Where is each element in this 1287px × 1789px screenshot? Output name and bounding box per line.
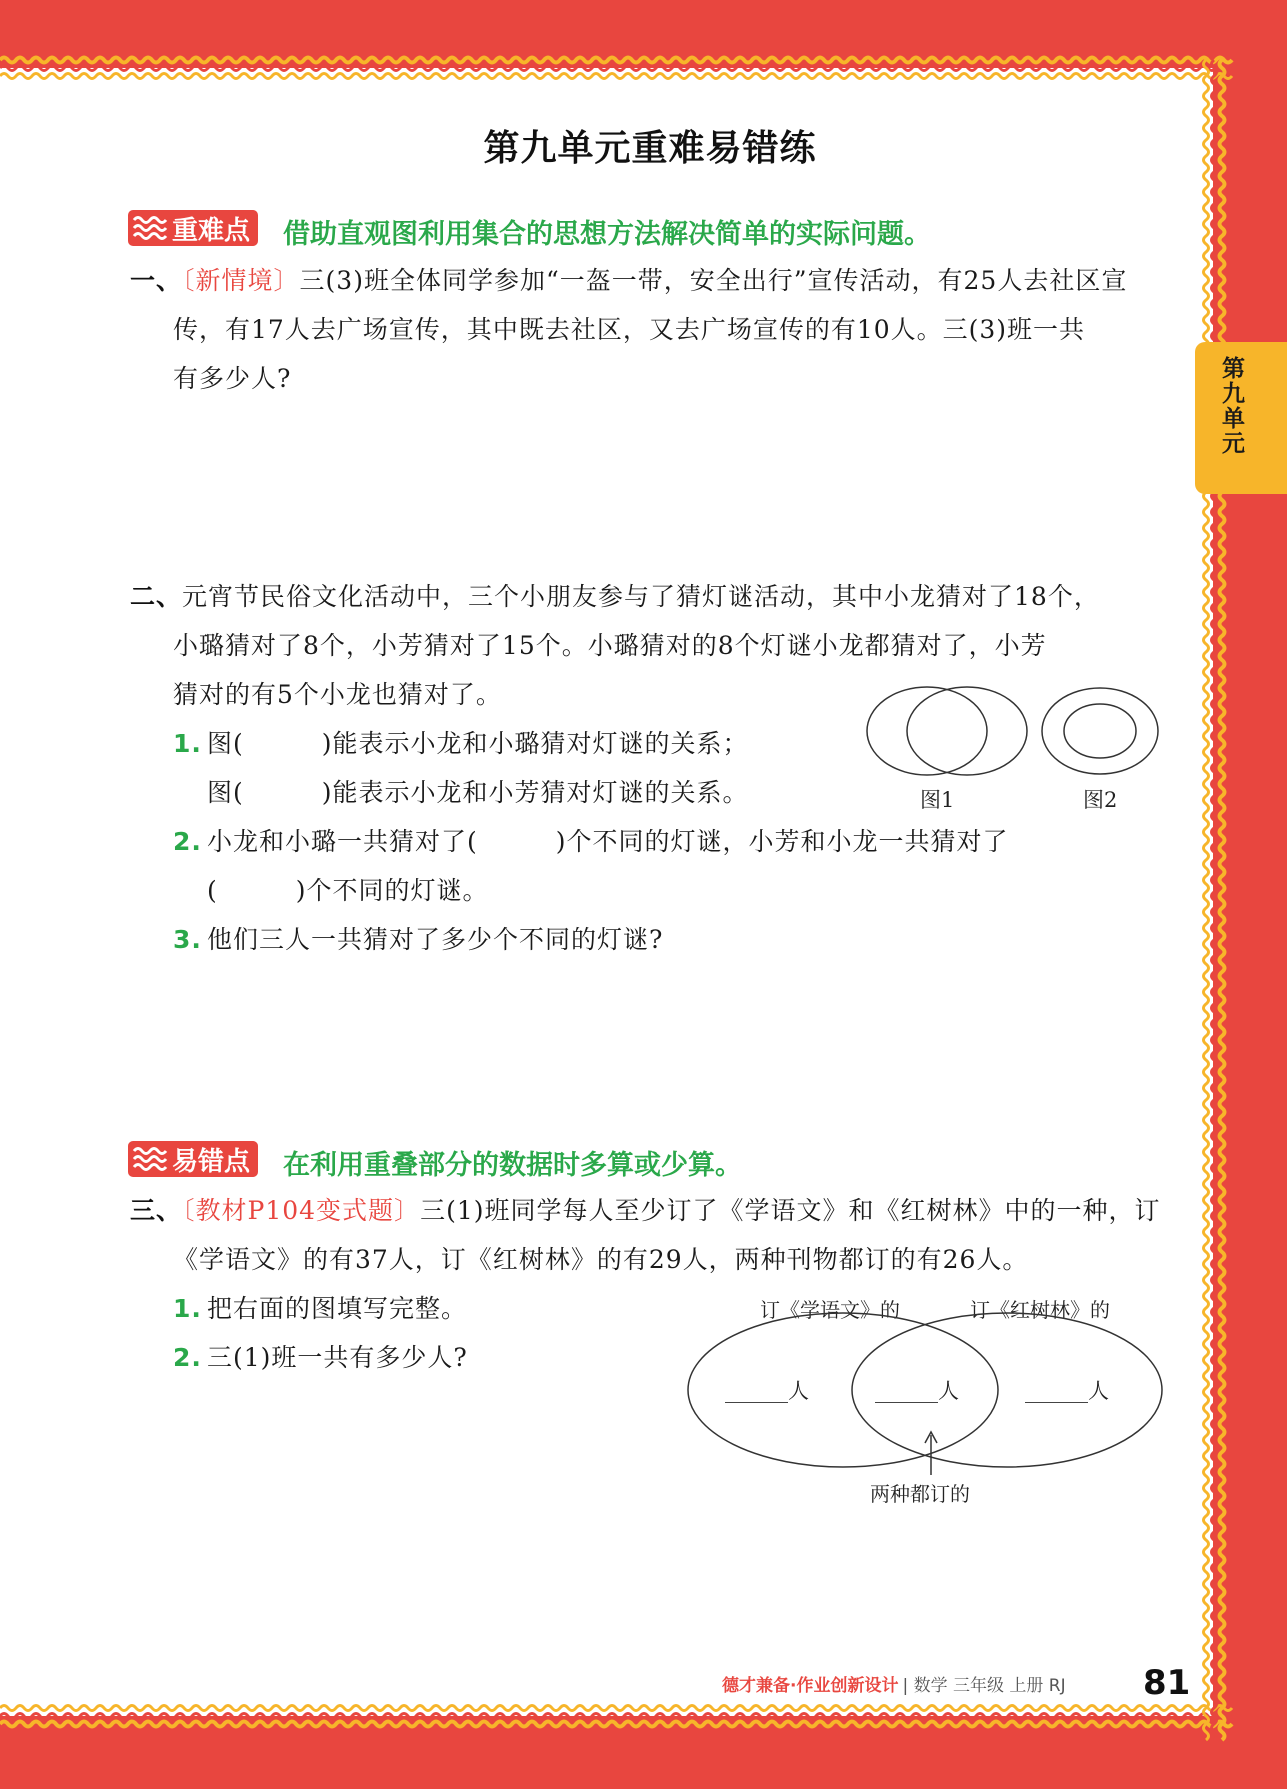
q3-line2: 《学语文》的有37人，订《红树林》的有29人，两种刊物都订的有26人。 [173,1245,1029,1274]
fig1-label: 图1 [920,788,955,812]
side-chapter-tab [1195,342,1287,494]
q2-sub2-number: 2. [173,827,202,856]
key-point-badge [128,210,258,246]
q2-line2: 小璐猜对了8个，小芳猜对了15个。小璐猜对的8个灯谜小龙都猜对了，小芳 [173,631,1047,660]
q2-line1 [130,572,1100,621]
q2-sub1-a-text: 图( )能表示小龙和小璐猜对灯谜的关系； [207,729,749,758]
venn-middle-blank[interactable]: ______人 [875,1379,959,1403]
q1-number: 一、 [130,266,183,295]
key-point-text: 借助直观图利用集合的思想方法解决简单的实际问题。 [283,219,931,250]
wave-lines-icon [132,1145,168,1173]
q2-line3: 猜对的有5个小龙也猜对了。 [173,680,502,709]
wave-lines-icon [132,214,168,242]
venn-bottom-label: 两种都订的 [870,1482,970,1506]
q3-tag: 〔教材P104变式题〕 [182,1196,421,1225]
q3-sub1-text: 把右面的图填写完整。 [207,1294,468,1323]
fig1-left-ellipse [867,687,987,775]
q2-sub2-a [173,817,1009,866]
q1-line1-text: 三(3)班全体同学参加“一盔一带，安全出行”宣传活动，有25人去社区宣 [299,266,1128,295]
q2-sub2-a-text: 小龙和小璐一共猜对了( )个不同的灯谜，小芳和小龙一共猜对了 [207,827,1009,856]
footer-brand: 德才兼备·作业创新设计 [722,1676,899,1696]
q3-number: 三、 [130,1196,183,1225]
fig2-label: 图2 [1083,788,1118,812]
q2-sub1-b: 图( )能表示小龙和小芳猜对灯谜的关系。 [207,778,749,807]
page-footer [722,1671,1066,1696]
q2-sub3-text: 他们三人一共猜对了多少个不同的灯谜? [207,925,664,954]
q2-sub2-b: ( )个不同的灯谜。 [207,876,489,905]
q1-line2: 传，有17人去广场宣传，其中既去社区，又去广场宣传的有10人。三(3)班一共 [173,315,1086,344]
q3-sub2-number: 2. [173,1343,202,1372]
q2-sub3-number: 3. [173,925,202,954]
footer-info: | 数学 三年级 上册 RJ [902,1676,1066,1696]
q2-figures [845,675,1165,815]
venn-left-blank[interactable]: ______人 [725,1379,809,1403]
error-point-text: 在利用重叠部分的数据时多算或少算。 [283,1150,742,1181]
fig1-right-ellipse [907,687,1027,775]
venn-right-label: 订《红树林》的 [970,1298,1110,1322]
error-point-badge [128,1141,258,1177]
q3-sub2-text: 三(1)班一共有多少人? [207,1343,468,1372]
error-point-badge-label: 易错点 [172,1146,251,1177]
q2-line1-text: 元宵节民俗文化活动中，三个小朋友参与了猜灯谜活动，其中小龙猜对了18个， [182,582,1100,611]
key-point-badge-label: 重难点 [172,215,251,246]
venn-right-blank[interactable]: ______人 [1025,1379,1109,1403]
fig2-inner-ellipse [1064,704,1136,758]
page-title: 第九单元重难易错练 [483,128,817,169]
q2-number: 二、 [130,582,183,611]
q1-line1 [130,256,1127,305]
q2-sub3 [173,915,663,964]
q3-sub1 [173,1284,467,1333]
q3-line1-text: 三(1)班同学每人至少订了《学语文》和《红树林》中的一种，订 [420,1196,1161,1225]
q2-sub1-a [173,719,749,768]
q2-sub1-number: 1. [173,729,202,758]
q1-tag: 〔新情境〕 [182,266,300,295]
side-chapter-tab-label: 第九单元 [1218,356,1244,456]
q3-venn-diagram [680,1290,1180,1520]
q3-sub2 [173,1333,468,1382]
q3-line1 [130,1186,1160,1235]
fig2-outer-ellipse [1042,688,1158,774]
q1-line3: 有多少人? [173,364,292,393]
venn-left-label: 订《学语文》的 [760,1298,900,1322]
q3-sub1-number: 1. [173,1294,202,1323]
page-number: 81 [1143,1663,1191,1703]
